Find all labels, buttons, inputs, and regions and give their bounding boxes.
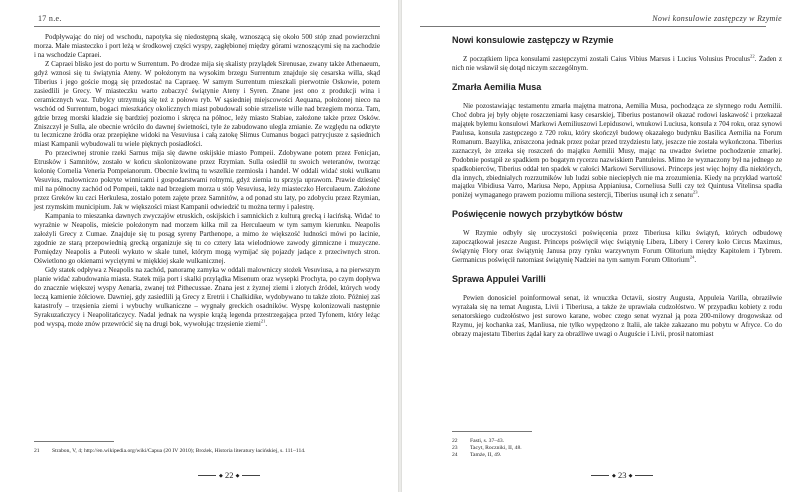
footnote-number: 21 (34, 448, 40, 454)
paragraph: Pewien donosiciel poinformował senat, iż wnuczka Octavii, siostry Augusta, Appuleia Varilla, obraziłwie wyrażała się na temat Augusta, Livii i Tiberiusa, a także że uprawiała cudzołóstwo. W przypadku kobiety z rodu senatorskiego cudzołóstwo jest surowo karane, wobec czego senat wyznał ją poza 200-milowy drogowskaz od Rzymu, jej kochanka zaś, Manliusa, nie tylko wypędzono z Italii, ale także zakazano mu pobytu w Afryce. Co do obrazy majestatu Tiberius żądał kary za obraźliwe uwagi o Auguście i Livii, prosił natomiast (452, 294, 782, 339)
section-heading: Nowi konsulowie zastępczy w Rzymie (452, 35, 614, 45)
footnote-text: Fasti, s. 37–43. (470, 438, 505, 444)
paragraph: Z Capraei blisko jest do portu w Surrentum. Po drodze mija się skalisty przylądek Sirenusae, zwany także Athenaeum, gdyż wznosi się tu świątynia Ateny. W położonym na wysokim brzegu Surrentum znajduje się cesarska willa, skąd Tiberius i jego goście mogą się przedostać na Capraeę. W samym Surrentum mieszkali pierwotnie Oskowie, potem zasiedlili je Grecy. W miasteczku warto zobaczyć świątynie Ateny i Syren. Znane jest ono z produkcji wina i ceramicznych waz. Tubylcy utrzymują się też z połowu ryb. W sąsiedniej miejscowości Aequana, położonej nieco na wschód od Surrentum, bogaci mieszkańcy okolicznych miast pobudowali sobie strzeliste wille nad brzegiem morza. Tam, gdzie brzeg morski kładzie się bardziej poziomo i skręca na północ, leży miasto Stabiae, założone także przez Osków. Zniszczył je Sulla, ale obecnie wróciło do dawnej świetności, tyle że zabudowano ulegla zmianie. Ze względu na odkryte tu leczniczne źródła oraz przepiękne widoki na Vesuviusa i całą zatokę Słimus Cumanus bogaci patrycjusze z sąsiednich miast Kampanii wybudowali tu wiele pięknych posiadłości. (34, 59, 380, 149)
paragraph-text: Gdy statek odpływa z Neapolis na zachód, panoramę zamyka w oddali malowniczy stożek Vesuviusa, a na pierwszym planie widać zabudowania miasta. Statek mija port i skalki przylądka Misenum oraz wysepki Prochyta, po czym dopływa do znacznie większej wyspy Aenaria, zwanej też Pithecussae. Znana jest z żyznej ziemi i złotych źródeł, których wody leczą kamienie żółciowe. Dawniej, gdy zasiedlili ją Grecy z Eretrii i Chalkidike, wydobywano tu także złoto. Później zaś katastrofy – trzęsienia ziemi i wybuchy wulkaniczne – wygnały greckich osadników. Wyspę kolonizowali następnie Syrakuzańczycy i Neapolitańczycy. Nadal jednak na wyspie krążą legenda przestrzegająca przed Tyfonem, który leżąc pod wyspą, może znów przewrócić się na drugi bok, wywołując trzęsienie ziemi (34, 265, 380, 328)
footnote-ref: 22 (750, 53, 755, 59)
footnote-text: Strabon, V, 4; http://en.wikipedia.org/wiki/Capua (20 IV 2010); Brożek, Historia literatury łacińskiej, s. 111–114. (52, 448, 306, 454)
section-heading: Poświęcenie nowych przybytków bóstw (452, 209, 623, 220)
paragraph: Gdy statek odpływa z Neapolis na zachód, panoramę zamyka w oddali malowniczy stożek Vesuviusa, a na pierwszym planie widać zabudowania miasta. Statek mija port i skalki przylądka Misenum oraz wysepki Prochyta, po czym dopływa do znacznie większej wyspy Aenaria, zwanej też Pithecussae. Znana jest z żyznej ziemi i złotych źródeł, których wody leczą kamienie żółciowe. Dawniej, gdy zasiedlili ją Grecy z Eretrii i Chalkidike, wydobywano tu także złoto. Później zaś katastrofy – trzęsienia ziemi i wybuchy wulkaniczne – wygnały greckich osadników. Wyspę kolonizowali następnie Syrakuzańczycy i Neapolitańczycy. Nadal jednak na wyspie krążą legenda przestrzegająca przed Tyfonem, który leżąc pod wyspą, może znów przewrócić się na drugi bok, wywołując trzęsienie ziemi$^{21}$. (34, 265, 380, 328)
paragraph: Podpływając do niej od wschodu, napotyka się niedostępną skałę, wznoszącą się około 500 stóp znad powierzchni morza. Małe miasteczko i port leżą w środkowej części wyspy, zagłębionej między górami wznoszącymi się na zachodzie i na wschodzie Capraei. (34, 33, 380, 59)
paragraph-text: W Rzymie odbyły się uroczystości poświęcenia przez Tiberiusa kilku świątyń, których odbudowę zapoczątkował jeszcze August. Princeps poświęcił więc świątynię Libera, Libery i Cerery koło Circus Maximus, świątynię Flory oraz świątynię Janusa przy rynku warzywnym Forum Olitorium między Kapitolem i Tybrem. Germanicus poświęcił natomiast świątynię Nadziei na tym samym Forum Olitorium (452, 229, 782, 265)
footnote-number: 23 (452, 445, 458, 451)
left-page (0, 0, 398, 492)
footnote-ref: 24 (689, 254, 695, 260)
footnote-text: Tacyt, Roczniki, II, 48. (470, 445, 522, 451)
page-number-value: 23 (617, 470, 627, 480)
footnote-number: 24 (452, 452, 458, 458)
page-number: ◆ 23 ◆ (588, 470, 656, 480)
footnote-rule (452, 431, 532, 432)
footnote (34, 448, 380, 455)
paragraph: Po przeciwnej stronie rzeki Sarnus mija się dawne oskijskie miasto Pompeii. Zdobywane potem przez Fenicjan, Etrusków i Samnitów, zostało w końcu skolonizowane przez Rzymian. Sulla osiedlił tu swoich weteranów, tworząc kolonię Cornelia Veneria Pompeianorum. Obecnie kwitną tu wszelkie rzemiosła i handel. W oddali widać stoki wulkanu Vesuvius, malowniczo pokryte winnicami i gospodarstwami rolnymi, gdyż ziemia tu sprzyja uprawom. Prawie dziesięć mil na północny zachód od Pompeii, także nad brzegiem morza u stóp Vesuviusa, leży miasteczko Herculaeum. Założone przez Greków ku czci Herkulesa, zostało potem zajęte przez Samnitów, a od ponad stu laty, po zdobyciu przez Rzymian, jest rzymskim municipium. Jak w większości miast Kampanii odwiedzić tu można termy i palestrę. (34, 149, 380, 212)
footnote-text: Tamże, II, 49. (470, 452, 502, 458)
paragraph: Kampania to mieszanka dawnych zwyczajów etruskich, oskijskich i samnickich z kulturą grecką i łacińską. Widać to wyraźnie w Neapolis, mieście położonym nad morzem kilka mil za Herculaeum w tym samym kierunku. Neapolis założyli Grecy z Cumae. Znajduje się tu posąg syreny Parthenope, a mimo że większość ludności mówi po łacinie, zgodnie ze starą przepowiednią grecką organizuje się tu co cztery lata wielodniowe zawody gimniczne i muzyczne. Pomiędzy Neapolis a Puteoli wykuto w skale tunel, którym mogą wymijać się pojazdy jadące z przeciwnych stron. Oświetlono go okienami wyciętymi w miękkiej skale wulkanicznej. (34, 212, 380, 265)
section-heading: Sprawa Appulei Varilli (452, 274, 546, 285)
footnote (452, 452, 782, 459)
footnote (452, 438, 782, 445)
section-heading: Zmarła Aemilia Musa (452, 81, 542, 92)
paragraph: Nie pozostawiając testamentu zmarła majętna matrona, Aemilia Musa, pochodząca ze slynnego rodu Aemilii. Choć dobra jej były objęte roszczeniami kasy cesarskiej, Tiberius postanowił okazać rodowi łaskawość i przekazał majątek bylemu konsulowi Markowi Aemiliuszowi Lepidusowi, wnukowi Luciusa, konsula z 704 roku, oraz synowi Paulusa, konsula zastępczego z 720 roku, który skończył budowę okazałego budynku Basilica Aemilia na Forum Romanum. Bazylika, zniszczona jednak przez pożar przed trzydziestu laty, jeszcze nie została wykończona. Tiberius zaznaczył, że zrzeka się roszczeń do majątku Aemilii Musy, mając na uwadze świetne pochodzenie zmarłej. Podobnie postąpił ze spadkiem po bogatym rycerzu nazwiskiem Pantuleius. Mimo że wyznaczony był na jednego ze spadkobierców, Tiberius oddał ten spadek w całości Markowi Serviliusowi. Princeps jest więc hojny dla niektórych, dla innych, zbiednialych rozrzutników lub ludzi sobie nieciepłych nie ma zrozumienia. Kiedy na przykład wartość majątku Vibidiusa Varro, Mariusa Nepo, Appiusa Appianiusa, Corneliusa Sulli czy też Quintusa Vitelinsa spadła poniżej wymaganego prawem poziomu miliona sestercji, Tiberius usunął ich z senatu$^{23}$. (452, 101, 782, 200)
paragraph-text: Nie pozostawiając testamentu zmarła majętna matrona, Aemilia Musa, pochodząca ze slynnego rodu Aemilii. Choć dobra jej były objęte roszczeniami kasy cesarskiej, Tiberius postanowił okazać rodowi łaskawość i przekazał majątek bylemu konsulowi Markowi Aemiliuszowi Lepidusowi, wnukowi Luciusa, konsula z 704 roku, oraz synowi Paulusa, konsula zastępczego z 720 roku, który skończył budowę okazałego budynku Basilica Aemilia na Forum Romanum. Bazylika, zniszczona jednak przez pożar przed trzydziestu laty, jeszcze nie została wykończona. Tiberius zaznaczył, że zrzeka się roszczeń do majątku Aemilii Musy, mając na uwadze świetne pochodzenie zmarłej. Podobnie postąpił ze spadkiem po bogatym rycerzu nazwiskiem Pantuleius. Mimo że wyznaczony był na jednego ze spadkobierców, Tiberius oddał ten spadek w całości Markowi Serviliusowi. Princeps jest więc hojny dla niektórych, dla innych, zbiednialych rozrzutników lub ludzi sobie nieciepłych nie ma zrozumienia. Kiedy na przykład wartość majątku Vibidiusa Varro, Mariusa Nepo, Appiusa Appianiusa, Corneliusa Sulli czy też Quintusa Vitelinsa spadła poniżej wymaganego prawem poziomu miliona sestercji, Tiberius usunął ich z senatu (452, 101, 782, 200)
paragraph-text: Z początkiem lipca konsulami zastępczymi zostali Caius Vibius Marsus i Lucius Volusius Proculus (463, 55, 751, 63)
running-head: Nowi konsulowie zastępczy w Rzymie (652, 14, 782, 23)
page-number-value: 22 (224, 470, 234, 480)
paragraph-text: Żaden z nich nie wsławił się dotąd niczym szczególnym. (452, 55, 782, 72)
footnotes (452, 431, 782, 459)
footnotes (34, 441, 380, 455)
footnote-rule (34, 441, 114, 442)
paragraph: W Rzymie odbyły się uroczystości poświęcenia przez Tiberiusa kilku świątyń, których odbudowę zapoczątkował jeszcze August. Princeps poświęcił więc świątynię Libera, Libery i Cerery koło Circus Maximus, świątynię Flory oraz świątynię Janusa przy rynku warzywnym Forum Olitorium między Kapitolem i Tybrem. Germanicus poświęcił natomiast świątynię Nadziei na tym samym Forum Olitorium$^{24}$. (452, 229, 782, 265)
header-rule (420, 26, 766, 27)
right-body-text (452, 33, 782, 339)
footnote (452, 445, 782, 452)
left-body-text (34, 33, 380, 328)
header-rule (34, 26, 380, 27)
right-page (402, 0, 800, 492)
paragraph: Z początkiem lipca konsulami zastępczymi zostali Caius Vibius Marsus i Lucius Volusius Proculus$^{22}$. Żaden z nich nie wsławił się dotąd niczym szczególnym. (452, 53, 782, 72)
footnote-ref: 21 (260, 318, 266, 324)
footnote-number: 22 (452, 438, 458, 444)
running-head: 17 n.e. (38, 14, 62, 23)
footnote-ref: 23 (692, 190, 698, 196)
page-number: ◆ 22 ◆ (195, 470, 263, 480)
